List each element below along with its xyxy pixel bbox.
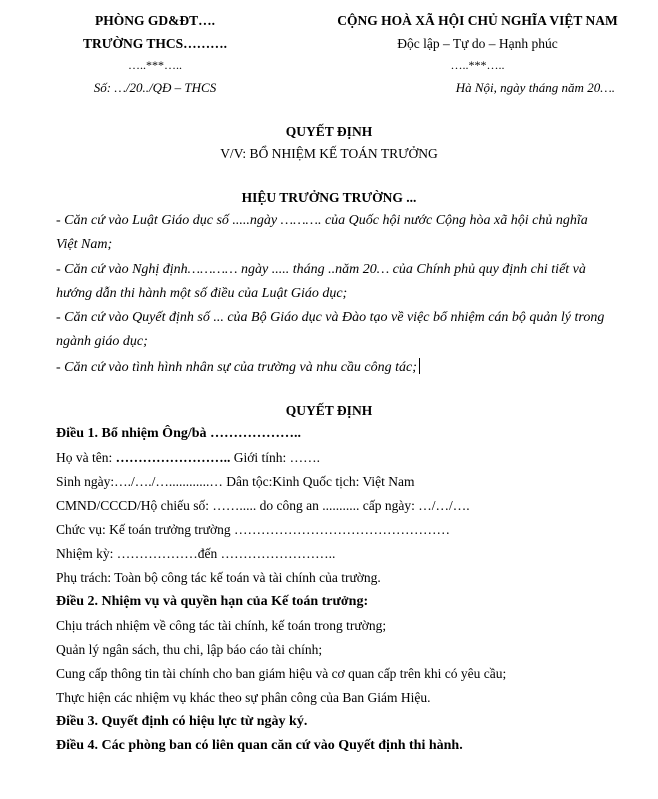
document-number: Số: …/20../QĐ – THCS [93, 80, 217, 95]
id-line: CMND/CCCD/Hộ chiếu số: ……..... do công an ........... cấp ngày: …/…/…. [56, 498, 470, 513]
right-separator: …..***….. [450, 58, 505, 72]
duty-item: Thực hiện các nhiệm vụ khác theo sự phân công của Ban Giám Hiệu. [56, 690, 431, 705]
duty-item: Quản lý ngân sách, thu chi, lập báo cáo tài chính; [56, 642, 323, 657]
article-4: Điều 4. Các phòng ban có liên quan căn cứ vào Quyết định thi hành. [56, 738, 463, 753]
preamble-line: Việt Nam; [56, 237, 113, 252]
preamble-line: - Căn cứ vào Quyết định số ... của Bộ Giáo dục và Đào tạo về việc bổ nhiệm cán bộ quản lý trong [56, 310, 605, 325]
document-subject: V/V: BỔ NHIỆM KẾ TOÁN TRƯỞNG [220, 146, 438, 161]
name-line [56, 450, 320, 466]
article-3: Điều 3. Quyết định có hiệu lực từ ngày ký. [56, 714, 308, 729]
gender-field: Giới tính: ……. [230, 450, 321, 465]
preamble-text: - Căn cứ vào tình hình nhân sự của trường và nhu cầu công tác; [56, 360, 417, 375]
article-1: Điều 1. Bổ nhiệm Ông/bà ……………….. [56, 426, 302, 441]
name-placeholder: …………………….. [115, 450, 231, 465]
department-name: PHÒNG GD&ĐT…. [95, 13, 215, 28]
position-line: Chức vụ: Kế toán trưởng trường ………………………………………… [56, 522, 450, 537]
duty-item: Chịu trách nhiệm về công tác tài chính, kế toán trong trường; [56, 618, 387, 633]
name-label: Họ và tên: [56, 450, 116, 465]
text-cursor [419, 358, 420, 374]
charge-line: Phụ trách: Toàn bộ công tác kế toán và tài chính của trường. [56, 570, 381, 585]
preamble-line: hướng dẫn thi hành một số điều của Luật Giáo dục; [56, 286, 348, 301]
decision-heading: QUYẾT ĐỊNH [285, 403, 373, 418]
document-title: QUYẾT ĐỊNH [285, 124, 373, 139]
left-separator: …..***….. [128, 58, 182, 72]
preamble-line: - Căn cứ vào Nghị định………… ngày ..... tháng ..năm 20… của Chính phủ quy định chi tiết và [56, 262, 586, 277]
duty-item: Cung cấp thông tin tài chính cho ban giám hiệu và cơ quan cấp trên khi có yêu cầu; [56, 666, 507, 681]
national-motto: Độc lập – Tự do – Hạnh phúc [397, 36, 558, 51]
document-date: Hà Nội, ngày tháng năm 20…. [455, 80, 615, 95]
preamble-line: - Căn cứ vào Luật Giáo dục số .....ngày ………. của Quốc hội nước Cộng hòa xã hội chủ nghĩa [56, 213, 588, 228]
school-name: TRƯỜNG THCS………. [82, 36, 228, 51]
term-line: Nhiệm kỳ: ………………đến …………………….. [56, 546, 336, 561]
national-title: CỘNG HOÀ XÃ HỘI CHỦ NGHĨA VIỆT NAM [337, 13, 618, 28]
article-2: Điều 2. Nhiệm vụ và quyền hạn của Kế toán trưởng: [56, 594, 369, 609]
preamble-line: ngành giáo dục; [56, 334, 148, 349]
authority-heading: HIỆU TRƯỞNG TRƯỜNG ... [241, 190, 417, 205]
dob-line: Sinh ngày:…./…./…............… Dân tộc:Kinh Quốc tịch: Việt Nam [56, 474, 415, 489]
preamble-line-last [56, 358, 420, 376]
